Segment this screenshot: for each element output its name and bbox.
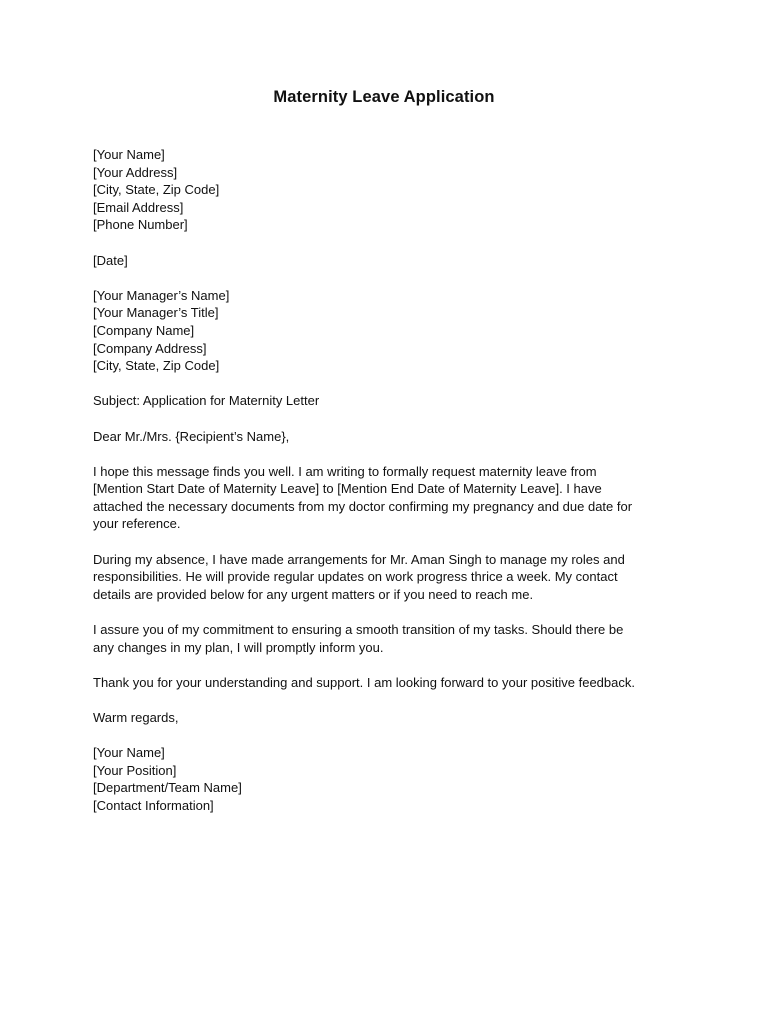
sender-phone: [Phone Number] [93,217,188,233]
paragraph-line: Thank you for your understanding and support. I am looking forward to your positive feedback. [93,674,635,690]
recipient-manager-title: [Your Manager’s Title] [93,305,219,321]
recipient-city-state-zip: [City, State, Zip Code] [93,358,220,374]
paragraph-line: attached the necessary documents from my doctor confirming my pregnancy and due date for [93,498,633,514]
paragraph-line: I assure you of my commitment to ensuring a smooth transition of my tasks. Should there be [93,622,624,638]
paragraph-1 [93,463,683,533]
salutation: Dear Mr./Mrs. {Recipient’s Name}, [93,428,290,444]
paragraph-4 [93,674,683,692]
paragraph-line: During my absence, I have made arrangements for Mr. Aman Singh to manage my roles and [93,551,625,567]
signature-block [93,744,683,814]
signature-name: [Your Name] [93,745,165,761]
paragraph-line: [Mention Start Date of Maternity Leave] to [Mention End Date of Maternity Leave]. I have [93,481,602,497]
recipient-company-name: [Company Name] [93,322,195,338]
paragraph-3 [93,621,683,656]
page-title: Maternity Leave Application [273,88,495,106]
recipient-manager-name: [Your Manager’s Name] [93,287,230,303]
recipient-block [93,287,683,375]
sender-block [93,146,683,234]
closing: Warm regards, [93,710,179,725]
recipient-company-address: [Company Address] [93,340,207,356]
signature-department: [Department/Team Name] [93,780,242,796]
sender-city-state-zip: [City, State, Zip Code] [93,182,220,198]
sender-address: [Your Address] [93,164,178,180]
paragraph-line: responsibilities. He will provide regular updates on work progress thrice a week. My contact [93,569,618,585]
paragraph-2 [93,551,683,604]
letter-body [93,146,683,832]
signature-contact: [Contact Information] [93,797,214,813]
closing-block [93,709,683,727]
signature-position: [Your Position] [93,762,177,778]
subject-line: Subject: Application for Maternity Letter [93,393,320,409]
paragraph-line: any changes in my plan, I will promptly inform you. [93,639,384,655]
salutation-block [93,428,683,446]
subject-block [93,392,683,410]
sender-email: [Email Address] [93,199,184,215]
sender-name: [Your Name] [93,147,165,162]
letter-date: [Date] [93,252,128,268]
paragraph-line: details are provided below for any urgent matters or if you need to reach me. [93,586,534,602]
date-block [93,252,683,270]
paragraph-line: I hope this message finds you well. I am writing to formally request maternity leave from [93,463,597,479]
paragraph-line: your reference. [93,516,181,532]
